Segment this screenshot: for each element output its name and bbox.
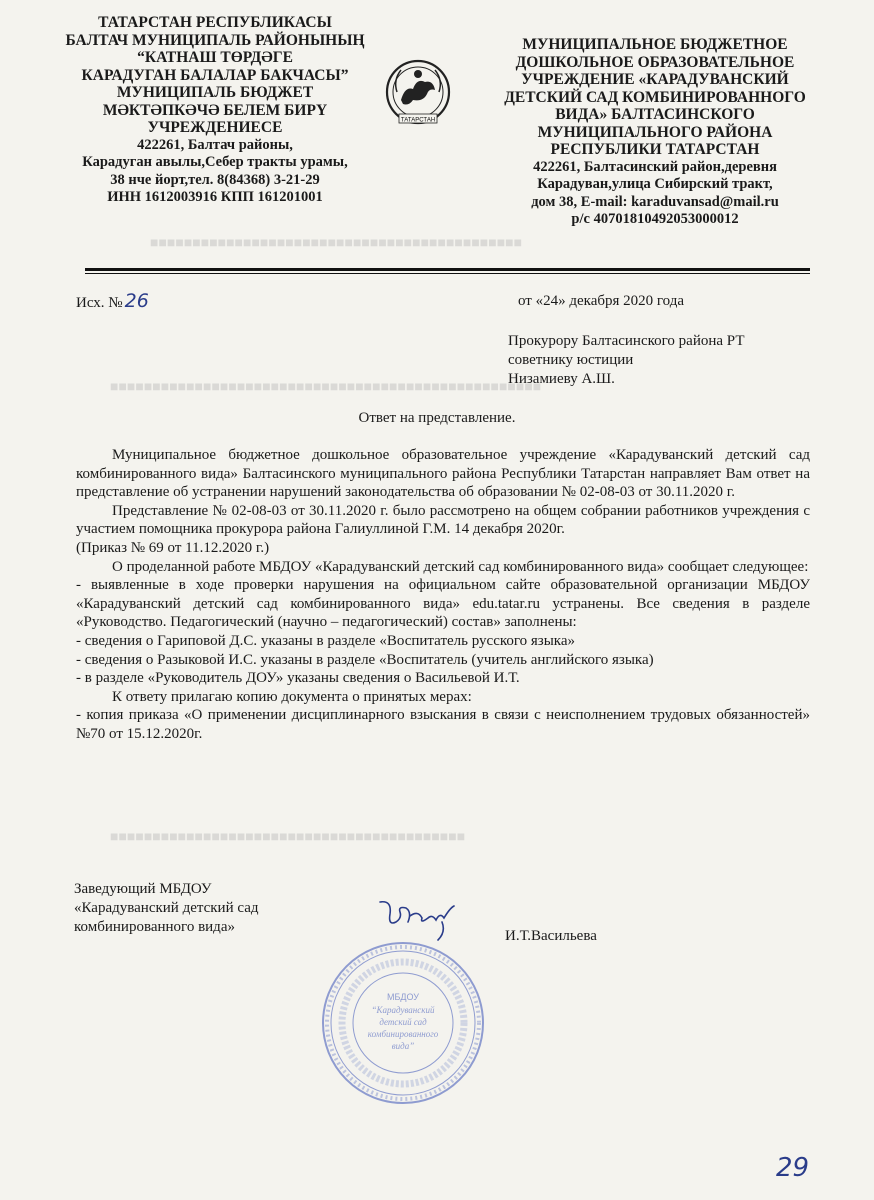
bleed-through-text: ■■■■■■■■■■■■■■■■■■■■■■■■■■■■■■■■■■■■■■■■■■■■■■■■■■■ (110, 380, 542, 395)
header-right-line: р/с 40701810492053000012 (571, 211, 739, 227)
document-date: от «24» декабря 2020 года (518, 293, 685, 309)
body-paragraph: (Приказ № 69 от 11.12.2020 г.) (76, 539, 270, 556)
tatarstan-emblem-icon (383, 56, 453, 136)
letter-body (76, 446, 810, 744)
header-divider-thin (85, 273, 810, 274)
header-left-tatar (40, 14, 390, 207)
official-stamp-icon (318, 938, 488, 1108)
bleed-through-text: ■■■■■■■■■■■■■■■■■■■■■■■■■■■■■■■■■■■■■■■■■■ (110, 830, 466, 845)
header-left-line: МӘКТӘПКӘЧӘ БЕЛЕМ БИРҮ (102, 101, 328, 119)
outgoing-number-value: 26 (124, 290, 149, 312)
body-list-item: - сведения о Разыковой И.С. указаны в разделе «Воспитатель (учитель английского языка) (76, 651, 654, 668)
outgoing-number-label: Исх. № (76, 295, 123, 311)
header-divider-thick (85, 268, 810, 271)
stamp-text: “Карадуванский (371, 1005, 435, 1015)
body-list-item: - копия приказа «О применении дисциплинарного взыскания в связи с неисполнением трудовых обязанностей» №70 от 15.12.2020г. (76, 707, 810, 742)
header-right-line: ДЕТСКИЙ САД КОМБИНИРОВАННОГО (504, 88, 806, 106)
addressee-line: Прокурору Балтасинского района РТ (508, 333, 745, 349)
header-right-line: 422261, Балтасинский район,деревня (533, 158, 777, 175)
signatory-title-line: Заведующий МБДОУ (74, 881, 212, 897)
body-paragraph: Муниципальное бюджетное дошкольное образовательное учреждение «Карадуванский детский сад комбинированного вида» Балтасинского муниципального района Республики Татарстан направляет Вам ответ на представление об устранении нарушений законодательства об образовании № 02-08-03 от 30.11.2020 г. (76, 447, 810, 501)
header-left-line: ТАТАРСТАН РЕСПУБЛИКАСЫ (98, 14, 332, 31)
header-right-line: ВИДА» БАЛТАСИНСКОГО (555, 106, 755, 123)
signatory-title (74, 880, 258, 937)
bleed-through-text: ■■■■■■■■■■■■■■■■■■■■■■■■■■■■■■■■■■■■■■■■■■■■ (150, 236, 523, 251)
addressee-block (508, 332, 744, 389)
header-right-line: дом 38, E-mail: karaduvansad@mail.ru (531, 193, 779, 210)
body-list-item: - в разделе «Руководитель ДОУ» указаны сведения о Васильевой И.Т. (76, 670, 520, 687)
document-subject: Ответ на представление. (358, 410, 516, 426)
addressee-line: Низамиеву А.Ш. (508, 371, 615, 387)
header-right-line: УЧРЕЖДЕНИЕ «КАРАДУВАНСКИЙ (521, 71, 789, 88)
header-right-line: МУНИЦИПАЛЬНОГО РАЙОНА (537, 123, 773, 141)
header-right-line: РЕСПУБЛИКИ ТАТАРСТАН (550, 141, 760, 158)
stamp-text: детский сад (379, 1017, 427, 1027)
header-left-line: МУНИЦИПАЛЬ БЮДЖЕТ (116, 84, 314, 101)
header-right-line: Карадуван,улица Сибирский тракт, (537, 176, 773, 192)
header-right-line: ДОШКОЛЬНОЕ ОБРАЗОВАТЕЛЬНОЕ (515, 53, 795, 71)
header-left-line: КАРАДУГАН БАЛАЛАР БАКЧАСЫ” (81, 66, 349, 84)
header-left-line: 38 нче йорт,тел. 8(84368) 3-21-29 (110, 171, 320, 188)
header-left-line: ИНН 1612003916 КПП 161201001 (107, 189, 323, 205)
handwritten-page-number (770, 1148, 830, 1184)
header-left-line: 422261, Балтач районы, (137, 136, 293, 153)
header-left-line: “КАТНАШ ТӨРДӘГЕ (137, 49, 293, 66)
handwritten-signature-icon (372, 892, 472, 947)
body-paragraph: Представление № 02-08-03 от 30.11.2020 г. было рассмотрено на общем собрании работников учреждения с участием помощника прокурора района Галиуллиной Г.М. 14 декабря 2020г. (76, 502, 810, 538)
body-list-item: - выявленные в ходе проверки нарушения на официальном сайте образовательной организации МБДОУ «Карадуванский детский сад комбинированного вида» edu.tatar.ru устранены. Все сведения в разделе «Руководство. Педагогический (научно – педагогический) состав» заполнены: (76, 577, 810, 631)
header-left-line: Карадуган авылы,Себер тракты урамы, (82, 154, 348, 170)
signatory-name: И.Т.Васильева (505, 928, 597, 944)
body-paragraph: К ответу прилагаю копию документа о принятых мерах: (112, 688, 472, 705)
signatory-title-line: комбинированного вида» (74, 919, 235, 935)
outgoing-number (76, 290, 149, 312)
emblem-label: ТАТАРСТАН (400, 117, 436, 124)
stamp-text: комбинированного (367, 1029, 439, 1039)
addressee-line: советнику юстиции (508, 352, 634, 368)
signatory-title-line: «Карадуванский детский сад (74, 900, 259, 916)
header-right-line: МУНИЦИПАЛЬНОЕ БЮДЖЕТНОЕ (522, 36, 788, 53)
body-paragraph: О проделанной работе МБДОУ «Карадуванский детский сад комбинированного вида» сообщает следующее: (112, 558, 809, 575)
header-left-line: УЧРЕЖДЕНИЕСЕ (147, 119, 283, 136)
header-left-line: БАЛТАЧ МУНИЦИПАЛЬ РАЙОНЫНЫҢ (65, 31, 365, 49)
stamp-text: вида” (391, 1041, 415, 1051)
page-number: 29 (776, 1153, 810, 1183)
body-list-item: - сведения о Гариповой Д.С. указаны в разделе «Воспитатель русского языка» (76, 632, 576, 649)
stamp-text: МБДОУ (386, 992, 420, 1002)
header-right-russian (480, 36, 830, 229)
